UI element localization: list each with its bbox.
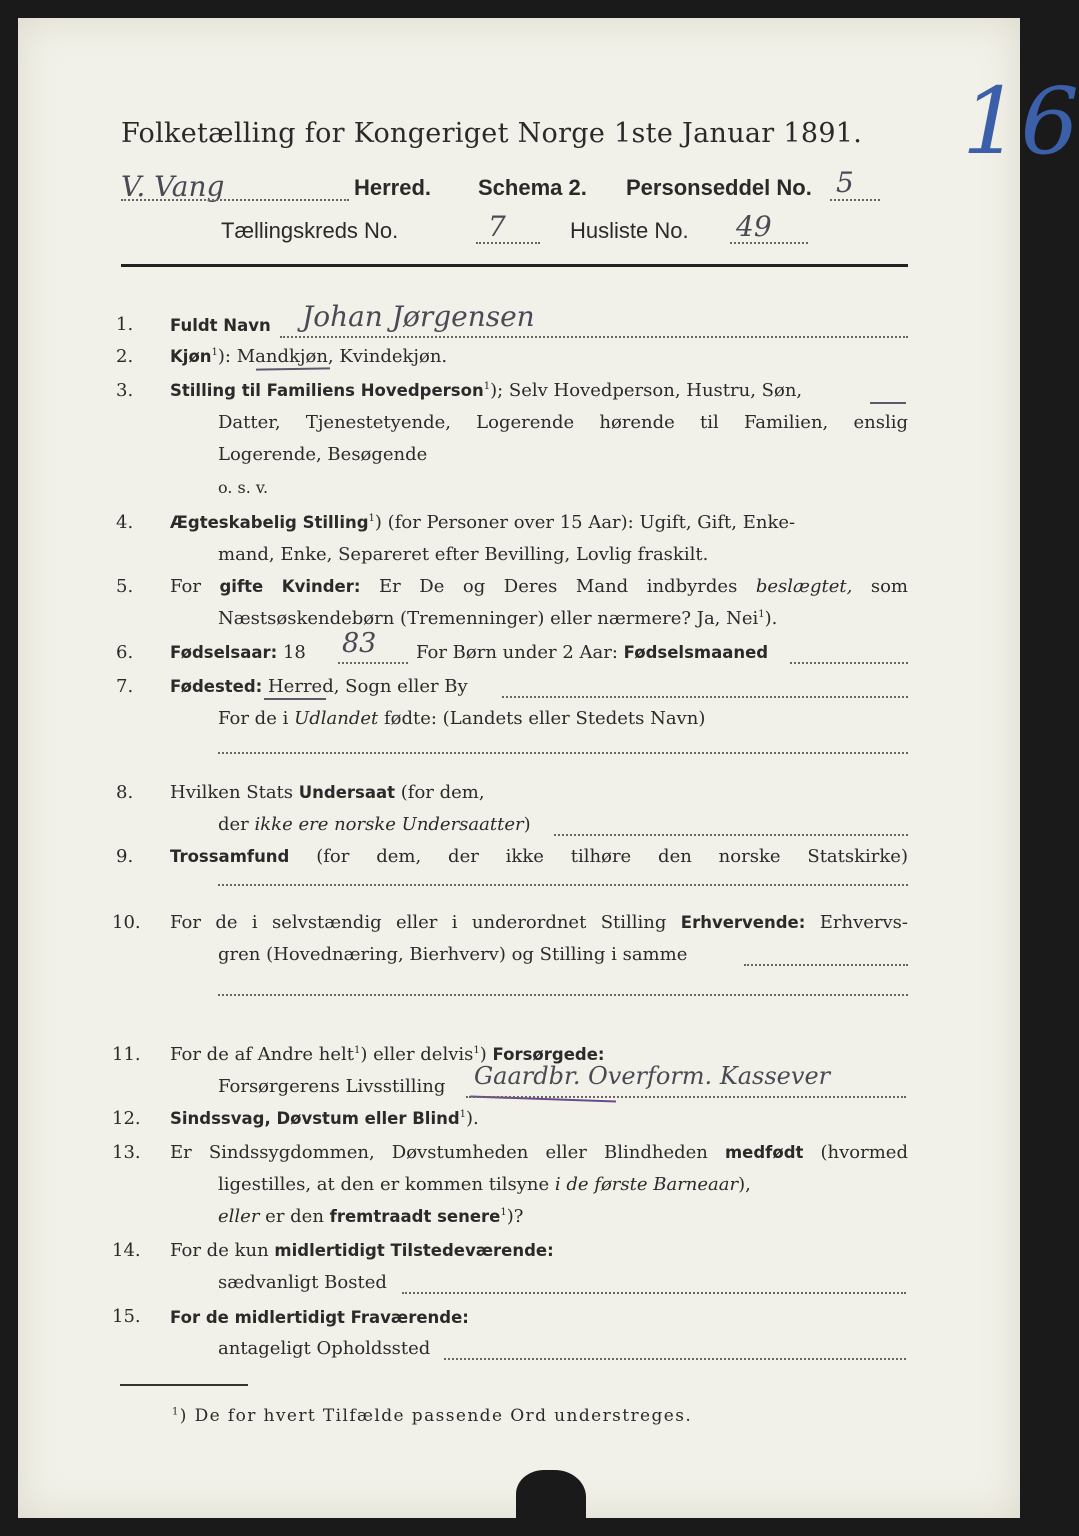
field-15-label: For de midlertidigt Fraværende: xyxy=(170,1308,469,1327)
field-13-text-c: ligestilles, at den er kommen tilsyne xyxy=(218,1174,550,1195)
footnote-rule xyxy=(120,1384,248,1386)
herred-label: Herred. xyxy=(354,175,432,200)
provider-occupation-handwritten: Gaardbr. Overform. Kassever xyxy=(474,1062,831,1090)
field-11-text-b: ) eller delvis xyxy=(360,1044,474,1065)
footnote-sup: 1 xyxy=(172,1406,180,1418)
field-5-label: gifte Kvinder: xyxy=(219,577,361,596)
census-form xyxy=(18,18,1079,1518)
son-underline xyxy=(870,402,906,404)
field-10-line xyxy=(744,964,908,966)
schema-label: Schema 2. xyxy=(478,175,587,200)
field-6-month-line xyxy=(790,662,908,664)
field-6-mid-text xyxy=(416,642,768,663)
field-14-pre: For de kun xyxy=(170,1240,269,1261)
field-13-line-1 xyxy=(170,1142,908,1163)
field-7-text-a: For de i xyxy=(218,708,289,729)
header-rule xyxy=(121,264,908,267)
field-4-options-1: ) (for Personer over 15 Aar): Ugift, Gift, Enke- xyxy=(374,512,796,533)
field-8-label: Undersaat xyxy=(298,783,396,802)
footnote xyxy=(172,1406,692,1426)
field-13-text-f: )? xyxy=(506,1206,524,1227)
field-5-line-2 xyxy=(218,608,777,629)
footnote-text: ) De for hvert Tilfælde passende Ord understreges. xyxy=(179,1406,693,1426)
field-3-label: Stilling til Familiens Hovedperson xyxy=(170,381,484,400)
field-8-number: 8. xyxy=(116,782,134,803)
field-2-text xyxy=(170,346,447,367)
field-11-number: 11. xyxy=(112,1044,141,1065)
field-5-line-1 xyxy=(170,576,908,597)
field-5-sup: 1 xyxy=(758,609,765,620)
field-3-number: 3. xyxy=(116,380,134,401)
field-9-number: 9. xyxy=(116,846,134,867)
field-8-text-a: Hvilken Stats xyxy=(170,782,294,803)
field-10-label: Erhvervende: xyxy=(680,913,806,932)
field-8-text-b: (for dem, xyxy=(400,782,485,803)
field-13-line-2 xyxy=(218,1174,751,1195)
kreds-line xyxy=(476,242,540,244)
field-14-label: midlertidigt Tilstedeværende: xyxy=(274,1241,554,1260)
corner-number-handwritten: 16 xyxy=(962,68,1079,175)
field-15-line-2: antageligt Opholdssted xyxy=(218,1338,431,1359)
field-9-line xyxy=(218,884,908,886)
field-14-line xyxy=(402,1292,906,1294)
field-5-question: Næstsøskendebørn (Tremenninger) eller nærmere? Ja, Nei xyxy=(218,608,759,629)
field-1-line xyxy=(280,336,908,338)
field-12-label: Sindssvag, Døvstum eller Blind xyxy=(170,1109,460,1128)
field-2-sup: 1 xyxy=(211,347,218,358)
field-5-end: ). xyxy=(764,608,778,629)
field-2-options: ): Mandkjøn, Kvindekjøn. xyxy=(217,346,448,367)
field-12-text xyxy=(170,1108,479,1129)
husliste-label: Husliste No. xyxy=(570,218,689,243)
field-10-text-b: Erhvervs- xyxy=(819,912,908,933)
field-10-line-1 xyxy=(170,912,908,933)
field-10-line-2: gren (Hovednæring, Bierhverv) og Stilling i samme xyxy=(218,944,688,965)
field-6-year-line xyxy=(338,662,408,664)
field-4-sup: 1 xyxy=(368,513,375,524)
field-7-number: 7. xyxy=(116,676,134,697)
field-5-text-a: Er De og Deres Mand indbyrdes xyxy=(379,576,738,597)
field-8-line-2 xyxy=(218,814,531,835)
field-11-text-a: For de af Andre helt xyxy=(170,1044,355,1065)
field-5-text-italic: beslægtet, xyxy=(755,576,853,597)
field-3-options-3: Logerende, Besøgende xyxy=(218,444,428,465)
field-9-label: Trossamfund xyxy=(170,847,290,866)
field-4-line-1 xyxy=(170,512,795,533)
field-13-label-2: fremtraadt senere xyxy=(329,1207,501,1226)
personseddel-line xyxy=(830,199,880,201)
form-title: Folketælling for Kongeriget Norge 1ste Januar 1891. xyxy=(121,118,863,149)
paper-tear xyxy=(516,1470,586,1530)
field-8-line-1 xyxy=(170,782,485,803)
field-4-number: 4. xyxy=(116,512,134,533)
kreds-handwritten: 7 xyxy=(488,210,506,243)
field-4-label: Ægteskabelig Stilling xyxy=(170,513,369,532)
field-3-options-1: ); Selv Hovedperson, Hustru, Søn, xyxy=(490,380,803,401)
field-7-text-b: fødte: (Landets eller Stedets Navn) xyxy=(383,708,706,729)
husliste-line xyxy=(730,242,808,244)
field-11-label: Forsørgede: xyxy=(492,1045,605,1064)
field-11-sup-2: 1 xyxy=(473,1045,480,1056)
field-2-label: Kjøn xyxy=(170,347,212,366)
field-9-text xyxy=(170,846,908,867)
field-13-text-italic-2: eller xyxy=(218,1206,260,1227)
field-12-sup: 1 xyxy=(459,1109,467,1120)
field-6-text xyxy=(170,642,306,663)
field-15-line xyxy=(444,1358,906,1360)
field-8-line xyxy=(554,834,908,836)
field-14-number: 14. xyxy=(112,1240,141,1261)
field-13-text-b: (hvormed xyxy=(820,1142,908,1163)
field-13-line-3 xyxy=(218,1206,523,1227)
field-6-mid: For Børn under 2 Aar: xyxy=(416,642,618,663)
field-9-rest: (for dem, der ikke tilhøre den norske Statskirke) xyxy=(316,846,908,867)
field-7-text-italic: Udlandet xyxy=(294,708,379,729)
field-14-line-1 xyxy=(170,1240,554,1261)
field-3-sup: 1 xyxy=(483,381,491,392)
mandkjon-underline xyxy=(256,367,330,370)
field-5-pre: For xyxy=(170,576,201,597)
field-7-blank-line xyxy=(218,752,908,754)
field-7-line xyxy=(502,696,908,698)
field-13-text-e: er den xyxy=(265,1206,324,1227)
field-8-text-italic: ikke ere norske Undersaatter xyxy=(254,814,524,835)
field-7-line-2 xyxy=(218,708,705,729)
field-5-number: 5. xyxy=(116,576,134,597)
kreds-label: Tællingskreds No. xyxy=(221,218,399,243)
field-12-rest: ). xyxy=(466,1108,479,1129)
field-11-line xyxy=(466,1096,906,1098)
field-15-number: 15. xyxy=(112,1306,141,1327)
field-7-options: Herred, Sogn eller By xyxy=(267,676,468,697)
field-12-number: 12. xyxy=(112,1108,141,1129)
field-5-text-b: som xyxy=(870,576,909,597)
field-6-prefix: 18 xyxy=(282,642,306,663)
field-6-label: Fødselsaar: xyxy=(170,643,278,662)
field-13-sup: 1 xyxy=(500,1207,507,1218)
field-1-label: Fuldt Navn xyxy=(170,316,271,335)
field-10-blank-line xyxy=(218,994,908,996)
field-13-number: 13. xyxy=(112,1142,141,1163)
field-13-text-d: ), xyxy=(738,1174,751,1195)
field-8-text-d: ) xyxy=(523,814,531,835)
municipality-handwritten: V. Vang xyxy=(121,170,225,203)
field-10-number: 10. xyxy=(112,912,141,933)
field-13-label: medfødt xyxy=(724,1143,804,1162)
field-11-sup: 1 xyxy=(354,1045,361,1056)
field-2-number: 2. xyxy=(116,346,134,367)
field-4-options-2: mand, Enke, Separeret efter Bevilling, Lovlig fraskilt. xyxy=(218,544,709,565)
field-3-options-4: o. s. v. xyxy=(218,478,269,497)
field-13-text-a: Er Sindssygdommen, Døvstumheden eller Blindheden xyxy=(170,1142,708,1163)
field-3-line-1 xyxy=(170,380,802,401)
field-6-number: 6. xyxy=(116,642,134,663)
field-13-text-italic: i de første Barneaar xyxy=(554,1174,739,1195)
birth-year-handwritten: 83 xyxy=(342,628,377,659)
field-7-line-1 xyxy=(170,676,468,697)
husliste-handwritten: 49 xyxy=(736,210,772,243)
field-11-line-2: Forsørgerens Livsstilling xyxy=(218,1076,446,1097)
personseddel-handwritten: 5 xyxy=(836,166,854,199)
personseddel-label: Personseddel No. xyxy=(626,175,812,200)
field-1-number: 1. xyxy=(116,314,134,335)
field-6-label-2: Fødselsmaaned xyxy=(623,643,769,662)
full-name-handwritten: Johan Jørgensen xyxy=(302,300,535,333)
field-10-text-a: For de i selvstændig eller i underordnet Stilling xyxy=(170,912,667,933)
field-14-line-2: sædvanligt Bosted xyxy=(218,1272,387,1293)
field-3-options-2: Datter, Tjenestetyende, Logerende hørende til Familien, enslig xyxy=(218,412,908,433)
field-7-label: Fødested: xyxy=(170,677,263,696)
herred-underline xyxy=(264,698,326,700)
field-11-text-c: ) xyxy=(479,1044,487,1065)
field-8-text-c: der xyxy=(218,814,249,835)
municipality-line xyxy=(121,199,349,201)
